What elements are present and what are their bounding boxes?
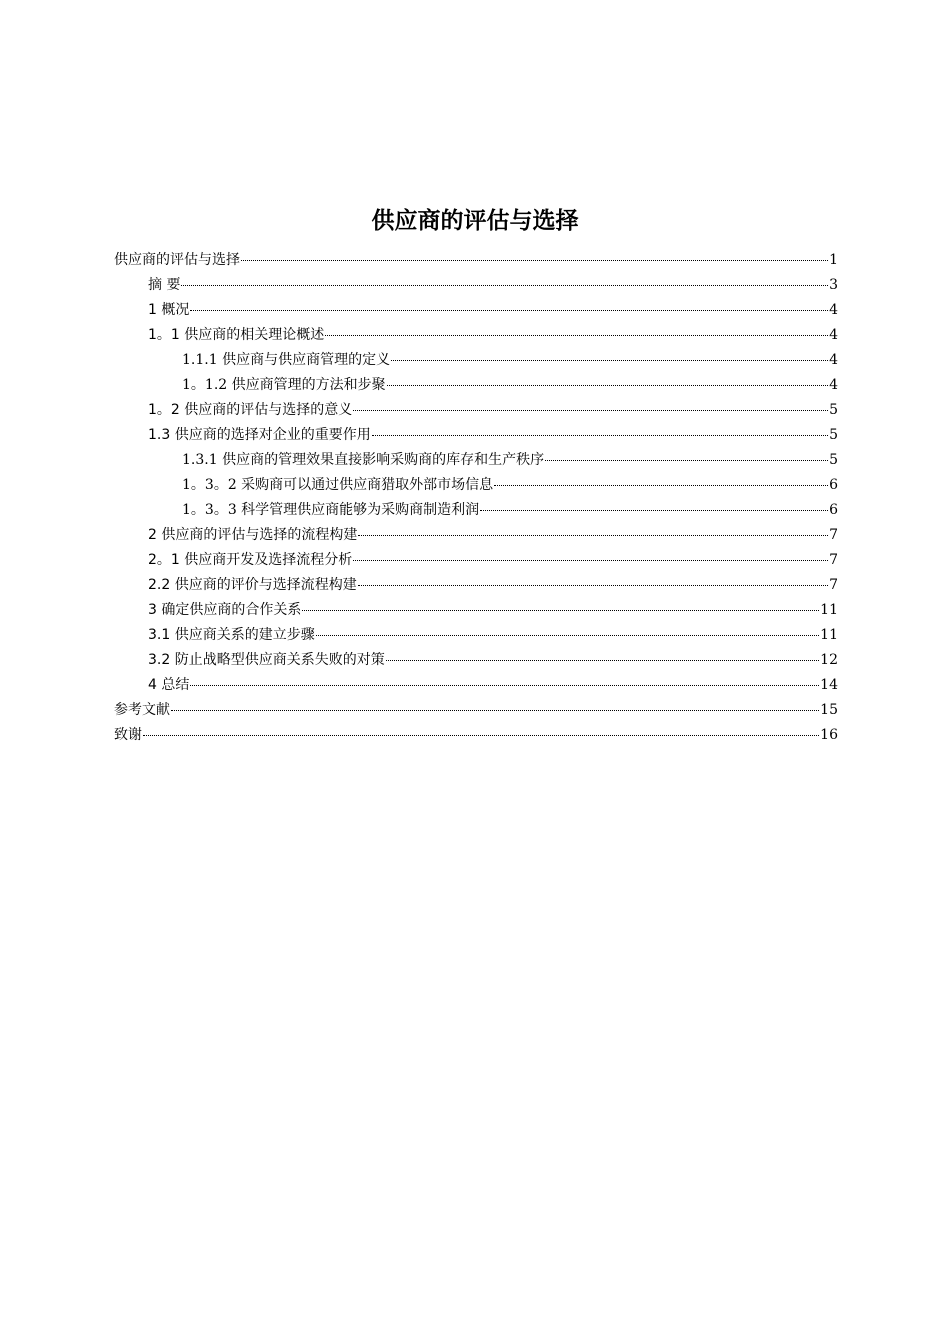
toc-dot-leader (171, 710, 819, 711)
toc-entry-label: 1。3。3 科学管理供应商能够为采购商制造利润 (182, 502, 480, 518)
toc-page-number: 3 (829, 277, 838, 293)
toc-entry-label: 3 确定供应商的合作关系 (148, 602, 302, 618)
toc-page-number: 5 (829, 402, 838, 418)
toc-entry-label: 参考文献 (114, 702, 170, 718)
toc-dot-leader (353, 560, 828, 561)
toc-entry-label: 3.2 防止战略型供应商关系失败的对策 (148, 652, 385, 668)
toc-page-number: 7 (829, 577, 838, 593)
toc-dot-leader (190, 310, 828, 311)
toc-entry[interactable] (114, 448, 838, 473)
toc-page-number: 12 (820, 652, 838, 668)
toc-dot-leader (325, 335, 828, 336)
toc-page-number: 16 (820, 727, 838, 743)
toc-dot-leader (387, 385, 828, 386)
toc-entry[interactable] (114, 248, 838, 273)
toc-entry-label: 1 概况 (148, 302, 190, 318)
table-of-contents (114, 248, 838, 748)
toc-dot-leader (358, 585, 828, 586)
toc-entry-label: 致谢 (114, 727, 142, 743)
toc-dot-leader (358, 535, 828, 536)
toc-entry[interactable] (114, 473, 838, 498)
toc-page-number: 11 (820, 627, 838, 643)
toc-page-number: 7 (829, 527, 838, 543)
toc-dot-leader (302, 610, 819, 611)
document-title: 供应商的评估与选择 (371, 207, 579, 234)
toc-entry[interactable] (114, 623, 838, 648)
toc-entry[interactable] (114, 273, 838, 298)
toc-page-number: 5 (829, 427, 838, 443)
toc-entry[interactable] (114, 698, 838, 723)
toc-page-number: 4 (829, 352, 838, 368)
toc-page-number: 4 (829, 302, 838, 318)
toc-page-number: 4 (829, 327, 838, 343)
toc-entry-label: 2 供应商的评估与选择的流程构建 (148, 527, 358, 543)
toc-page-number: 4 (829, 377, 838, 393)
toc-entry[interactable] (114, 598, 838, 623)
toc-page-number: 14 (820, 677, 838, 693)
toc-dot-leader (143, 735, 819, 736)
toc-dot-leader (386, 660, 819, 661)
toc-entry[interactable] (114, 648, 838, 673)
toc-dot-leader (480, 510, 828, 511)
toc-page-number: 15 (820, 702, 838, 718)
toc-dot-leader (190, 685, 819, 686)
toc-page-number: 6 (829, 477, 838, 493)
toc-dot-leader (316, 635, 819, 636)
toc-entry[interactable] (114, 323, 838, 348)
toc-dot-leader (353, 410, 828, 411)
toc-dot-leader (545, 460, 828, 461)
toc-entry[interactable] (114, 423, 838, 448)
toc-page-number: 11 (820, 602, 838, 618)
toc-entry[interactable] (114, 498, 838, 523)
toc-dot-leader (391, 360, 828, 361)
toc-entry[interactable] (114, 348, 838, 373)
toc-entry[interactable] (114, 373, 838, 398)
toc-page-number: 5 (829, 452, 838, 468)
toc-page-number: 1 (829, 252, 838, 268)
toc-entry[interactable] (114, 398, 838, 423)
toc-page-number: 7 (829, 552, 838, 568)
toc-entry-label: 1。3。2 采购商可以通过供应商猎取外部市场信息 (182, 477, 494, 493)
toc-entry-label: 4 总结 (148, 677, 190, 693)
toc-entry-label: 1.3.1 供应商的管理效果直接影响采购商的库存和生产秩序 (182, 452, 545, 468)
toc-entry[interactable] (114, 548, 838, 573)
toc-entry-label: 1。1 供应商的相关理论概述 (148, 327, 325, 343)
toc-dot-leader (181, 285, 828, 286)
toc-dot-leader (241, 260, 828, 261)
toc-entry-label: 1。1.2 供应商管理的方法和步聚 (182, 377, 386, 393)
toc-entry-label: 1.3 供应商的选择对企业的重要作用 (148, 427, 371, 443)
toc-dot-leader (494, 485, 828, 486)
toc-entry-label: 2.2 供应商的评价与选择流程构建 (148, 577, 357, 593)
toc-entry[interactable] (114, 523, 838, 548)
toc-dot-leader (372, 435, 828, 436)
toc-entry[interactable] (114, 723, 838, 748)
toc-page-number: 6 (829, 502, 838, 518)
toc-entry-label: 供应商的评估与选择 (114, 252, 240, 268)
toc-entry-label: 1。2 供应商的评估与选择的意义 (148, 402, 353, 418)
toc-entry-label: 1.1.1 供应商与供应商管理的定义 (182, 352, 391, 368)
toc-entry[interactable] (114, 673, 838, 698)
toc-entry-label: 3.1 供应商关系的建立步骤 (148, 627, 315, 643)
toc-entry[interactable] (114, 298, 838, 323)
toc-entry-label: 摘 要 (148, 277, 181, 293)
toc-entry-label: 2。1 供应商开发及选择流程分析 (148, 552, 353, 568)
toc-entry[interactable] (114, 573, 838, 598)
